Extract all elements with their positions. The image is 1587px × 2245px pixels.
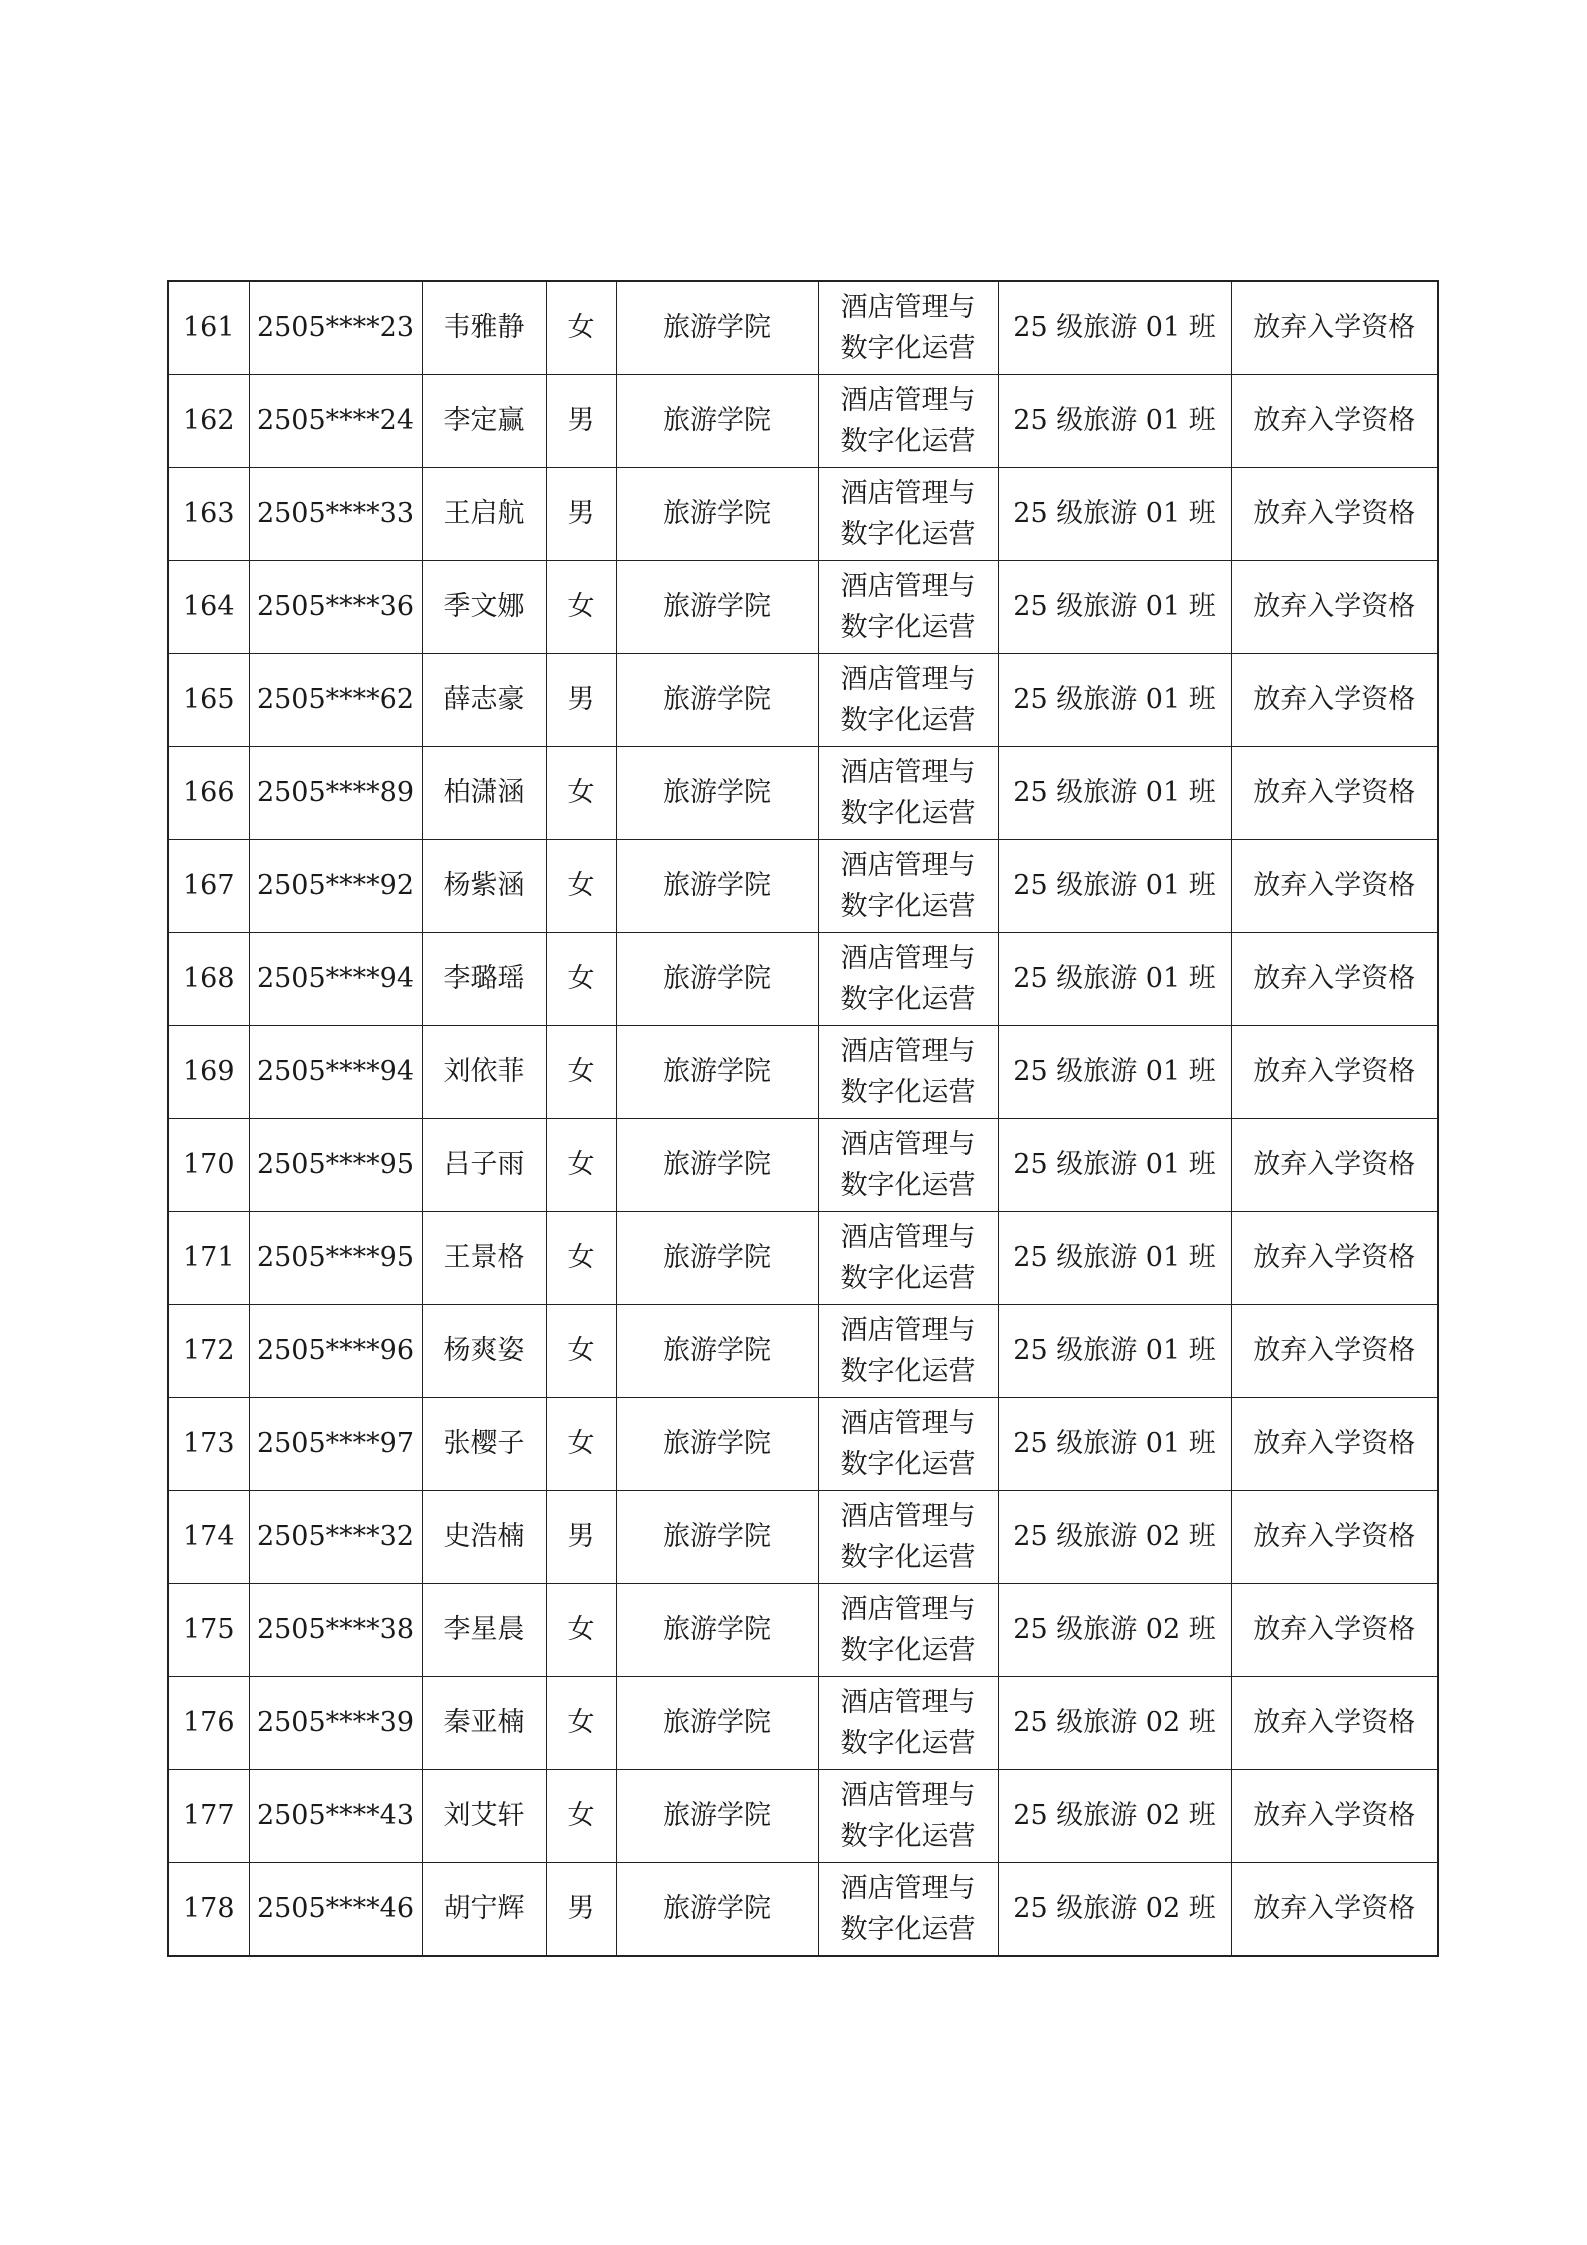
cell-number: 176 <box>168 1677 249 1770</box>
major-line-1: 酒店管理与 <box>840 571 976 602</box>
major-line-1: 酒店管理与 <box>840 1408 976 1439</box>
cell-student-id: 2505****95 <box>249 1212 422 1305</box>
cell-gender: 女 <box>546 840 616 933</box>
cell-student-id: 2505****39 <box>249 1677 422 1770</box>
cell-gender: 女 <box>546 1398 616 1491</box>
major-line-1: 酒店管理与 <box>840 850 976 881</box>
major-line-2: 数字化运营 <box>840 705 976 736</box>
cell-class: 25 级旅游 01 班 <box>998 933 1231 1026</box>
cell-gender: 女 <box>546 1677 616 1770</box>
major-line-2: 数字化运营 <box>840 612 976 643</box>
cell-major <box>818 1212 998 1305</box>
major-line-2: 数字化运营 <box>840 1077 976 1108</box>
cell-name: 李星晨 <box>422 1584 546 1677</box>
cell-status: 放弃入学资格 <box>1231 1491 1438 1584</box>
cell-class: 25 级旅游 01 班 <box>998 561 1231 654</box>
cell-status: 放弃入学资格 <box>1231 1677 1438 1770</box>
cell-class: 25 级旅游 01 班 <box>998 1212 1231 1305</box>
table-row <box>168 1026 1438 1119</box>
cell-gender: 女 <box>546 281 616 375</box>
cell-major <box>818 1305 998 1398</box>
cell-major <box>818 1863 998 1957</box>
table-row <box>168 1770 1438 1863</box>
cell-gender: 男 <box>546 654 616 747</box>
table-row <box>168 933 1438 1026</box>
table-row <box>168 840 1438 933</box>
cell-number: 166 <box>168 747 249 840</box>
major-line-1: 酒店管理与 <box>840 1687 976 1718</box>
cell-class: 25 级旅游 01 班 <box>998 375 1231 468</box>
cell-major <box>818 1398 998 1491</box>
cell-college: 旅游学院 <box>616 468 818 561</box>
cell-class: 25 级旅游 01 班 <box>998 1305 1231 1398</box>
cell-number: 177 <box>168 1770 249 1863</box>
major-line-1: 酒店管理与 <box>840 757 976 788</box>
cell-status: 放弃入学资格 <box>1231 1398 1438 1491</box>
major-line-1: 酒店管理与 <box>840 1501 976 1532</box>
table-row <box>168 1677 1438 1770</box>
cell-student-id: 2505****97 <box>249 1398 422 1491</box>
cell-class: 25 级旅游 01 班 <box>998 468 1231 561</box>
table-row <box>168 468 1438 561</box>
cell-college: 旅游学院 <box>616 1212 818 1305</box>
cell-gender: 女 <box>546 933 616 1026</box>
major-line-2: 数字化运营 <box>840 519 976 550</box>
cell-student-id: 2505****62 <box>249 654 422 747</box>
cell-student-id: 2505****23 <box>249 281 422 375</box>
cell-number: 168 <box>168 933 249 1026</box>
major-line-2: 数字化运营 <box>840 1356 976 1387</box>
cell-student-id: 2505****89 <box>249 747 422 840</box>
cell-college: 旅游学院 <box>616 375 818 468</box>
cell-gender: 女 <box>546 1770 616 1863</box>
cell-major <box>818 1677 998 1770</box>
cell-number: 174 <box>168 1491 249 1584</box>
table-row <box>168 1863 1438 1957</box>
major-line-2: 数字化运营 <box>840 1821 976 1852</box>
major-line-2: 数字化运营 <box>840 1542 976 1573</box>
cell-name: 吕子雨 <box>422 1119 546 1212</box>
cell-status: 放弃入学资格 <box>1231 1212 1438 1305</box>
major-line-2: 数字化运营 <box>840 1728 976 1759</box>
cell-gender: 男 <box>546 1491 616 1584</box>
cell-student-id: 2505****95 <box>249 1119 422 1212</box>
cell-number: 175 <box>168 1584 249 1677</box>
major-line-2: 数字化运营 <box>840 891 976 922</box>
cell-college: 旅游学院 <box>616 840 818 933</box>
cell-name: 李璐瑶 <box>422 933 546 1026</box>
table-row <box>168 1398 1438 1491</box>
cell-major <box>818 933 998 1026</box>
cell-status: 放弃入学资格 <box>1231 747 1438 840</box>
cell-college: 旅游学院 <box>616 1584 818 1677</box>
major-line-2: 数字化运营 <box>840 1170 976 1201</box>
major-line-2: 数字化运营 <box>840 984 976 1015</box>
cell-name: 柏潇涵 <box>422 747 546 840</box>
cell-status: 放弃入学资格 <box>1231 1305 1438 1398</box>
cell-student-id: 2505****96 <box>249 1305 422 1398</box>
cell-college: 旅游学院 <box>616 561 818 654</box>
table-row <box>168 1305 1438 1398</box>
major-line-2: 数字化运营 <box>840 1635 976 1666</box>
table-row <box>168 1212 1438 1305</box>
cell-student-id: 2505****43 <box>249 1770 422 1863</box>
cell-major <box>818 1770 998 1863</box>
cell-name: 张樱子 <box>422 1398 546 1491</box>
cell-class: 25 级旅游 01 班 <box>998 281 1231 375</box>
cell-class: 25 级旅游 01 班 <box>998 1026 1231 1119</box>
major-line-1: 酒店管理与 <box>840 478 976 509</box>
cell-name: 史浩楠 <box>422 1491 546 1584</box>
major-line-1: 酒店管理与 <box>840 1594 976 1625</box>
cell-status: 放弃入学资格 <box>1231 933 1438 1026</box>
cell-status: 放弃入学资格 <box>1231 1863 1438 1957</box>
cell-class: 25 级旅游 01 班 <box>998 1119 1231 1212</box>
table-row <box>168 1119 1438 1212</box>
cell-college: 旅游学院 <box>616 1770 818 1863</box>
cell-college: 旅游学院 <box>616 933 818 1026</box>
cell-college: 旅游学院 <box>616 654 818 747</box>
cell-major <box>818 468 998 561</box>
cell-class: 25 级旅游 01 班 <box>998 840 1231 933</box>
major-line-1: 酒店管理与 <box>840 943 976 974</box>
cell-name: 王景格 <box>422 1212 546 1305</box>
cell-college: 旅游学院 <box>616 747 818 840</box>
cell-gender: 男 <box>546 1863 616 1957</box>
cell-number: 165 <box>168 654 249 747</box>
cell-name: 杨紫涵 <box>422 840 546 933</box>
cell-class: 25 级旅游 01 班 <box>998 747 1231 840</box>
cell-student-id: 2505****32 <box>249 1491 422 1584</box>
major-line-1: 酒店管理与 <box>840 1129 976 1160</box>
major-line-1: 酒店管理与 <box>840 1036 976 1067</box>
cell-number: 164 <box>168 561 249 654</box>
cell-name: 杨爽姿 <box>422 1305 546 1398</box>
cell-number: 162 <box>168 375 249 468</box>
roster-body <box>168 281 1438 1956</box>
cell-class: 25 级旅游 02 班 <box>998 1770 1231 1863</box>
table-row <box>168 281 1438 375</box>
table-row <box>168 1491 1438 1584</box>
cell-class: 25 级旅游 02 班 <box>998 1863 1231 1957</box>
cell-college: 旅游学院 <box>616 1026 818 1119</box>
cell-student-id: 2505****92 <box>249 840 422 933</box>
cell-student-id: 2505****94 <box>249 933 422 1026</box>
cell-status: 放弃入学资格 <box>1231 1584 1438 1677</box>
major-line-2: 数字化运营 <box>840 1263 976 1294</box>
table-row <box>168 1584 1438 1677</box>
cell-name: 薛志豪 <box>422 654 546 747</box>
major-line-1: 酒店管理与 <box>840 1222 976 1253</box>
cell-student-id: 2505****24 <box>249 375 422 468</box>
cell-number: 173 <box>168 1398 249 1491</box>
cell-college: 旅游学院 <box>616 281 818 375</box>
cell-class: 25 级旅游 01 班 <box>998 654 1231 747</box>
cell-name: 王启航 <box>422 468 546 561</box>
cell-student-id: 2505****36 <box>249 561 422 654</box>
cell-status: 放弃入学资格 <box>1231 1770 1438 1863</box>
cell-number: 172 <box>168 1305 249 1398</box>
cell-major <box>818 281 998 375</box>
major-line-1: 酒店管理与 <box>840 1780 976 1811</box>
cell-college: 旅游学院 <box>616 1305 818 1398</box>
table-row <box>168 747 1438 840</box>
cell-college: 旅游学院 <box>616 1491 818 1584</box>
cell-gender: 女 <box>546 747 616 840</box>
cell-major <box>818 1119 998 1212</box>
cell-number: 161 <box>168 281 249 375</box>
cell-student-id: 2505****38 <box>249 1584 422 1677</box>
cell-gender: 男 <box>546 468 616 561</box>
cell-major <box>818 654 998 747</box>
cell-name: 李定赢 <box>422 375 546 468</box>
major-line-1: 酒店管理与 <box>840 1873 976 1904</box>
cell-name: 韦雅静 <box>422 281 546 375</box>
cell-gender: 女 <box>546 1305 616 1398</box>
cell-student-id: 2505****94 <box>249 1026 422 1119</box>
cell-class: 25 级旅游 02 班 <box>998 1677 1231 1770</box>
cell-name: 胡宁辉 <box>422 1863 546 1957</box>
cell-status: 放弃入学资格 <box>1231 840 1438 933</box>
cell-major <box>818 1491 998 1584</box>
major-line-2: 数字化运营 <box>840 333 976 364</box>
major-line-1: 酒店管理与 <box>840 664 976 695</box>
cell-number: 178 <box>168 1863 249 1957</box>
cell-major <box>818 1584 998 1677</box>
cell-major <box>818 561 998 654</box>
cell-status: 放弃入学资格 <box>1231 281 1438 375</box>
major-line-1: 酒店管理与 <box>840 1315 976 1346</box>
cell-name: 秦亚楠 <box>422 1677 546 1770</box>
cell-college: 旅游学院 <box>616 1398 818 1491</box>
major-line-1: 酒店管理与 <box>840 385 976 416</box>
cell-status: 放弃入学资格 <box>1231 561 1438 654</box>
cell-status: 放弃入学资格 <box>1231 375 1438 468</box>
cell-gender: 女 <box>546 1584 616 1677</box>
cell-student-id: 2505****33 <box>249 468 422 561</box>
table-row <box>168 561 1438 654</box>
cell-gender: 女 <box>546 1026 616 1119</box>
cell-status: 放弃入学资格 <box>1231 1026 1438 1119</box>
cell-class: 25 级旅游 02 班 <box>998 1584 1231 1677</box>
cell-number: 170 <box>168 1119 249 1212</box>
major-line-1: 酒店管理与 <box>840 292 976 323</box>
cell-name: 刘艾轩 <box>422 1770 546 1863</box>
cell-major <box>818 840 998 933</box>
cell-class: 25 级旅游 02 班 <box>998 1491 1231 1584</box>
cell-college: 旅游学院 <box>616 1119 818 1212</box>
cell-status: 放弃入学资格 <box>1231 654 1438 747</box>
cell-student-id: 2505****46 <box>249 1863 422 1957</box>
cell-gender: 女 <box>546 1212 616 1305</box>
cell-major <box>818 375 998 468</box>
cell-major <box>818 1026 998 1119</box>
cell-gender: 女 <box>546 1119 616 1212</box>
cell-major <box>818 747 998 840</box>
major-line-2: 数字化运营 <box>840 798 976 829</box>
student-roster-table <box>167 280 1439 1957</box>
cell-college: 旅游学院 <box>616 1677 818 1770</box>
major-line-2: 数字化运营 <box>840 1914 976 1945</box>
table-row <box>168 654 1438 747</box>
cell-class: 25 级旅游 01 班 <box>998 1398 1231 1491</box>
cell-gender: 女 <box>546 561 616 654</box>
cell-name: 刘依菲 <box>422 1026 546 1119</box>
major-line-2: 数字化运营 <box>840 1449 976 1480</box>
cell-status: 放弃入学资格 <box>1231 1119 1438 1212</box>
cell-number: 171 <box>168 1212 249 1305</box>
cell-status: 放弃入学资格 <box>1231 468 1438 561</box>
cell-college: 旅游学院 <box>616 1863 818 1957</box>
cell-number: 169 <box>168 1026 249 1119</box>
cell-number: 167 <box>168 840 249 933</box>
cell-gender: 男 <box>546 375 616 468</box>
major-line-2: 数字化运营 <box>840 426 976 457</box>
cell-name: 季文娜 <box>422 561 546 654</box>
table-row <box>168 375 1438 468</box>
cell-number: 163 <box>168 468 249 561</box>
